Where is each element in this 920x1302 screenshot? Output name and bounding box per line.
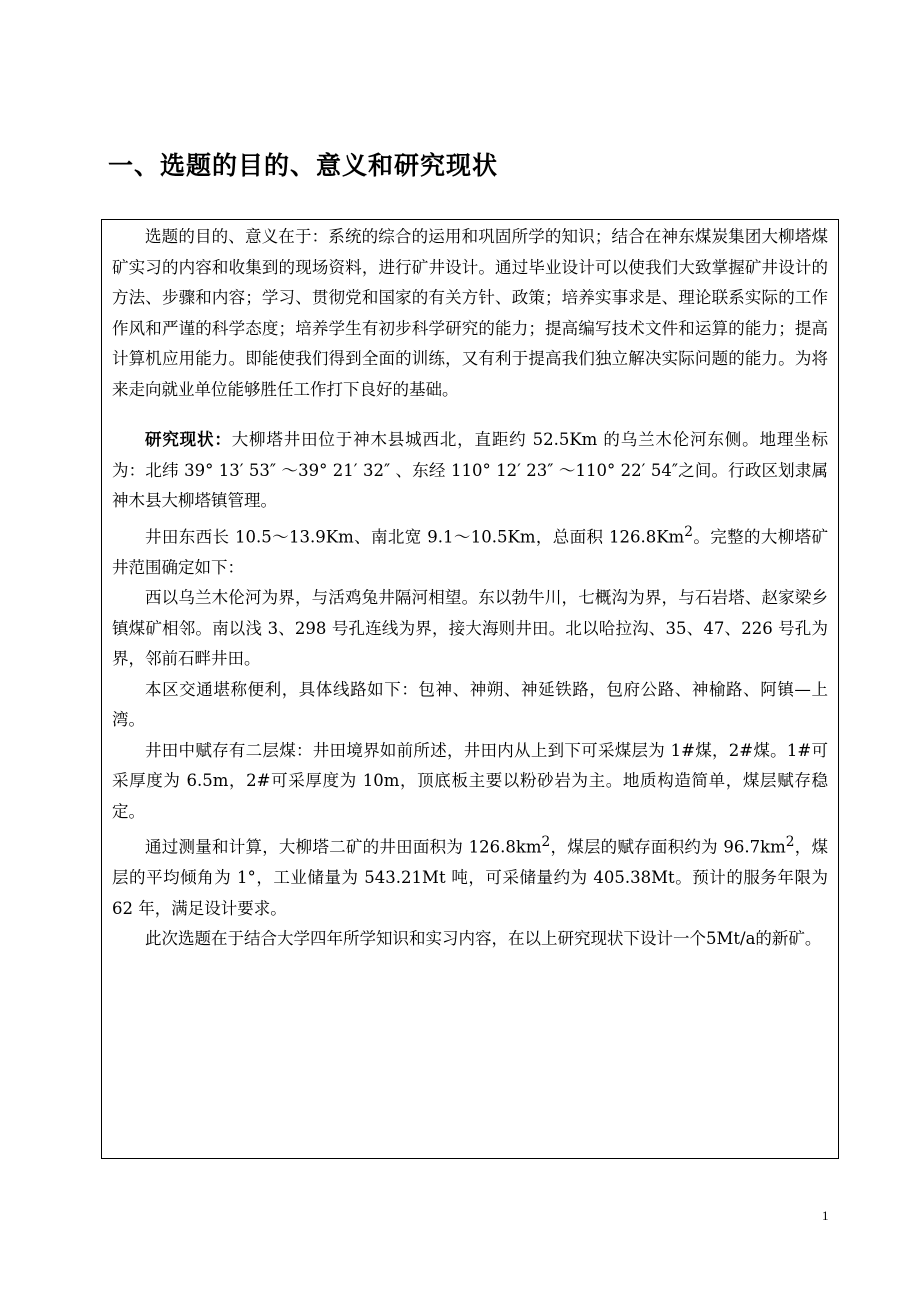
content-box xyxy=(101,219,839,1159)
status-paragraph xyxy=(112,425,828,517)
traffic-paragraph: 本区交通堪称便利，具体线路如下：包神、神朔、神延铁路，包府公路、神榆路、阿镇—上湾。 xyxy=(112,679,828,729)
seams-paragraph: 井田中赋存有二层煤：井田境界如前所述，井田内从上到下可采煤层为 1#煤，2#煤。1#可采厚度为 6.5m，2#可采厚度为 10m，顶底板主要以粉砂岩为主。地质构造简单，煤层赋存稳定。 xyxy=(112,740,828,821)
section-heading: 一、选题的目的、意义和研究现状 xyxy=(108,151,499,180)
calculation-paragraph xyxy=(112,827,828,924)
status-text: 大柳塔井田位于神木县城西北，直距约 52.5Km 的乌兰木伦河东侧。地理坐标为：北纬 39° 13′ 53″ ～39° 21′ 32″ 、东经 110° 12′ 23″ ～110° 22′ 54″之间。行政区划隶属神木县大柳塔镇管理。 xyxy=(112,430,829,510)
status-label: 研究现状： xyxy=(145,430,232,449)
calc-superscript-2: 2 xyxy=(785,834,795,850)
page-number: 1 xyxy=(822,1208,829,1223)
extent-text: 井田东西长 10.5～13.9Km、南北宽 9.1～10.5Km，总面积 126.8Km xyxy=(145,527,685,546)
calc-text-1: 通过测量和计算，大柳塔二矿的井田面积为 126.8km xyxy=(145,837,542,857)
calc-text-3: ，煤层的平均倾角为 1°，工业储量为 543.21Mt 吨，可采储量约为 405.38Mt。预计的服务年限为 62 年，满足设计要求。 xyxy=(112,837,828,918)
purpose-paragraph: 选题的目的、意义在于：系统的综合的运用和巩固所学的知识；结合在神东煤炭集团大柳塔煤矿实习的内容和收集到的现场资料，进行矿井设计。通过毕业设计可以使我们大致掌握矿井设计的方法、步骤和内容；学习、贯彻党和国家的有关方针、政策；培养实事求是、理论联系实际的工作作风和严谨的科学态度；培养学生有初步科学研究的能力；提高编写技术文件和运算的能力；提高计算机应用能力。即能使我们得到全面的训练，又有利于提高我们独立解决实际问题的能力。为将来走向就业单位能够胜任工作打下良好的基础。 xyxy=(112,227,828,399)
closing-paragraph: 此次选题在于结合大学四年所学知识和实习内容，在以上研究现状下设计一个5Mt/a的新矿。 xyxy=(145,929,822,948)
calc-text-2: ，煤层的赋存面积约为 96.7km xyxy=(550,837,786,857)
calc-superscript-1: 2 xyxy=(541,834,551,850)
content-body xyxy=(102,220,838,955)
extent-superscript: 2 xyxy=(684,523,693,540)
extent-tail: 。完整的大柳塔矿井范围确定如下： xyxy=(112,527,828,577)
extent-paragraph xyxy=(112,517,828,584)
boundary-paragraph: 西以乌兰木伦河为界，与活鸡兔井隔河相望。东以勃牛川，七概沟为界，与石岩塔、赵家梁乡镇煤矿相邻。南以浅 3、298 号孔连线为界，接大海则井田。北以哈拉沟、35、47、226 号孔为界，邻前石畔井田。 xyxy=(112,588,828,668)
